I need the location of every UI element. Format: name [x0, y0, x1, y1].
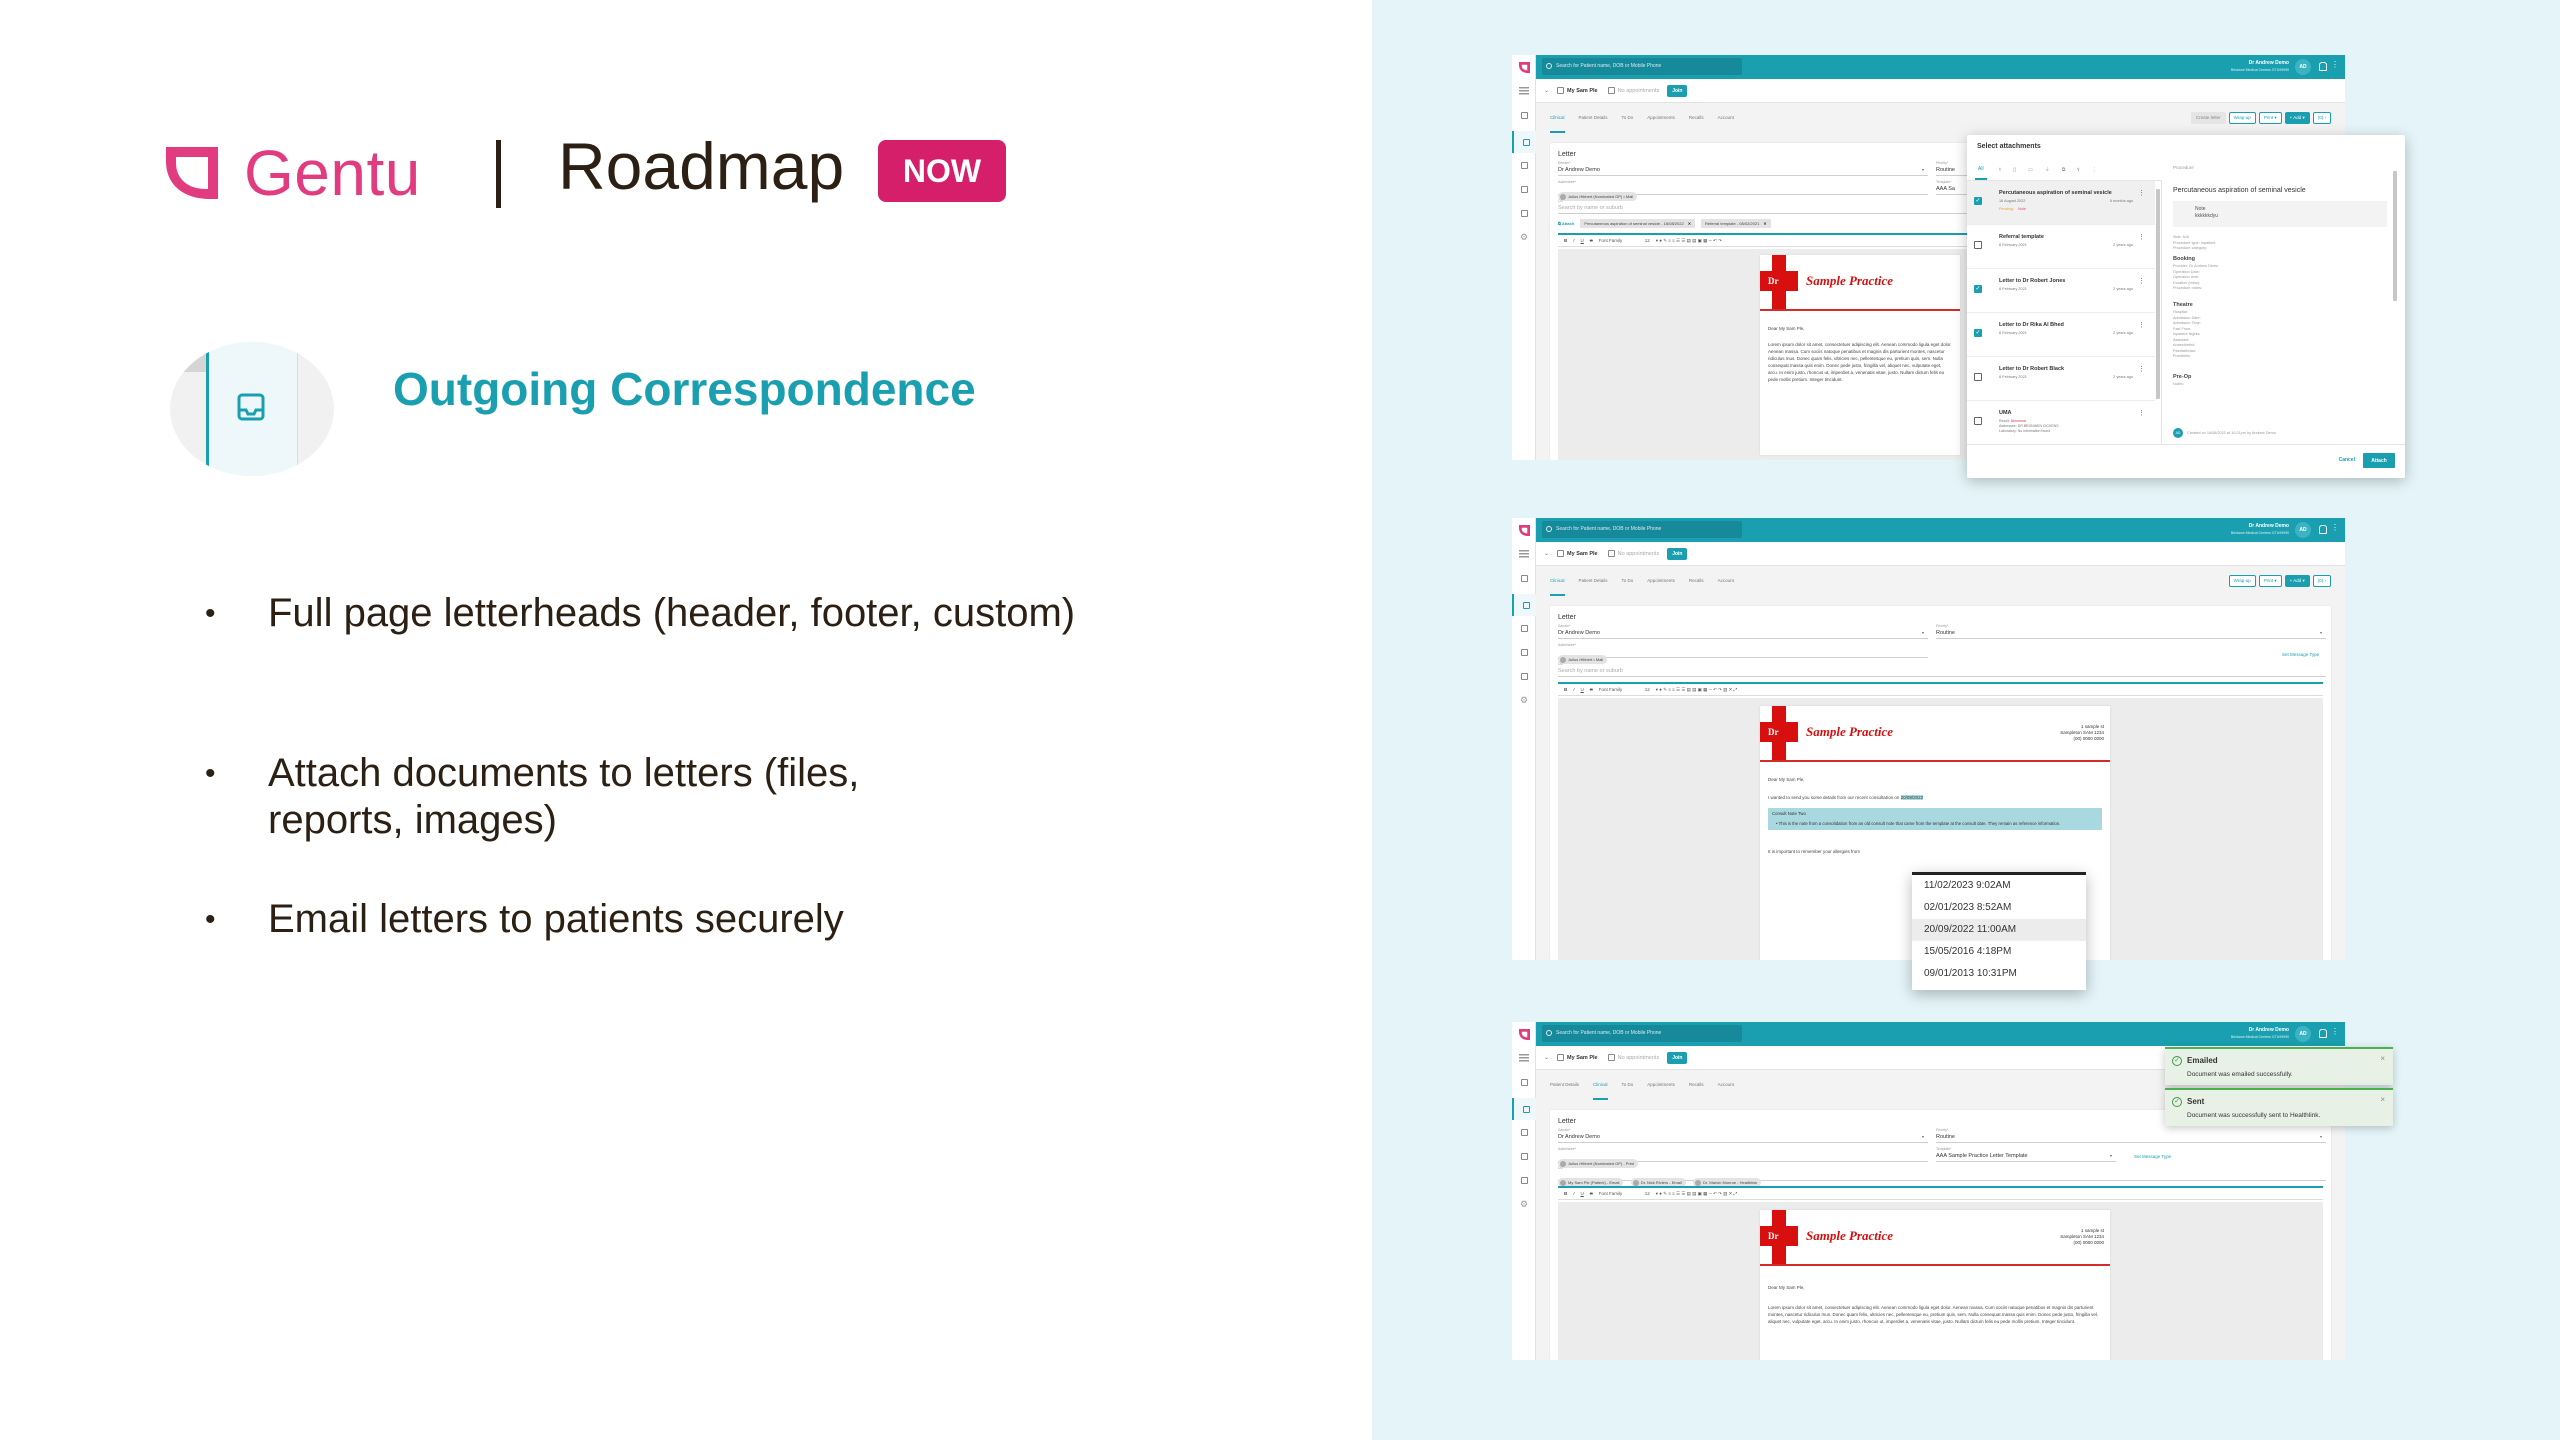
- font-family-select[interactable]: Font Family: [1598, 238, 1623, 243]
- list-item[interactable]: Letter to Dr Robert Black 8 February 2021 2 years ago ⋮: [1967, 357, 2155, 401]
- addressee-field[interactable]: Addressee* Julius Hibbert • Mail: [1558, 643, 1928, 658]
- stethoscope-icon[interactable]: ⚕: [1998, 166, 2002, 173]
- patient-bar: ⌄ My Sam Ple No appointments Join: [1536, 542, 2345, 566]
- flask-icon[interactable]: ⏚: [2044, 167, 2050, 173]
- list-icon[interactable]: [1517, 1051, 1531, 1065]
- patient-card-icon[interactable]: [1512, 594, 1536, 616]
- document-icon[interactable]: ▯: [2013, 166, 2017, 173]
- patient-card-icon[interactable]: [1512, 131, 1536, 153]
- addressee-chip[interactable]: Julius Hibbert (Nominated GP) - Print: [1558, 1159, 1638, 1168]
- cc-field[interactable]: CC My Sam Ple (Patient) - Email Dr. Nick Riviers - Email Dr. Marvin Monroe - Healthlink: [1558, 1166, 2326, 1181]
- calendar-icon[interactable]: [1517, 108, 1531, 122]
- attachments-row: [1558, 219, 1771, 228]
- patient-search-input[interactable]: Search for Patient name, DOB or Mobile Phone: [1542, 521, 1742, 538]
- filter-all-tab[interactable]: All: [1975, 160, 1987, 180]
- dialog-footer: [1967, 444, 2405, 478]
- list-scrollbar[interactable]: [2156, 189, 2160, 399]
- top-bar: [1536, 518, 2345, 542]
- chevron-down-icon[interactable]: ⌄: [1544, 551, 1550, 557]
- inbox-tray-icon: [236, 392, 266, 422]
- syringe-icon[interactable]: ⫯: [2077, 166, 2080, 173]
- detail-scrollbar[interactable]: [2393, 171, 2397, 301]
- patient-bar: ⌄ My Sam Ple No appointments Join: [1536, 79, 2345, 103]
- search-icon: [1546, 526, 1552, 532]
- search-icon: [1546, 63, 1552, 69]
- font-family-select[interactable]: Font Family: [1598, 1191, 1623, 1196]
- clipboard-icon[interactable]: ▭: [2028, 166, 2033, 173]
- merge-field-date[interactable]: 20/09/2022: [1900, 795, 1924, 800]
- strike-button[interactable]: S: [1589, 1191, 1593, 1196]
- print-button[interactable]: Print ▾: [2259, 112, 2282, 124]
- letter-body: Lorem ipsum dolor sit amet, consectetuer adipiscing elit. Aenean commodo ligula eget dolor. Aenean massa. Cum sociis natoque penatibus et magnis dis parturient montes, nascetur ridiculus mus. Donec quam felis, ultricies nec, pellentesque eu, pretium quis, sem. Nulla consequat massa quis enim. Donec pede justo, fringilla vel, aliquet nec, vulputate eget, arcu. In enim justo, rhoncus ut, imperdiet a, venenatis vitae, justo. Nullam dictum felis eu pede mollis pretium. Integer tincidunt.: [1768, 342, 1952, 382]
- bell-icon[interactable]: [2319, 1029, 2327, 1038]
- date-option-selected[interactable]: 20/09/2022 11:00AM: [1912, 919, 2086, 941]
- close-icon[interactable]: ✕: [1763, 221, 1767, 226]
- letter-editor[interactable]: [1558, 1202, 2323, 1360]
- contacts-icon[interactable]: [1517, 645, 1531, 659]
- dropdown-caret-icon: ▾: [2109, 1153, 2112, 1158]
- strike-button[interactable]: S: [1589, 238, 1593, 243]
- patient-card-icon: [1557, 87, 1564, 94]
- more-vert-icon[interactable]: ⋮: [2138, 190, 2145, 197]
- created-info: AD Created on 16/08/2022 at 10:21pm by Andrew Demo: [2173, 428, 2276, 438]
- dropdown-caret-icon: ▾: [1921, 167, 1924, 172]
- patient-name[interactable]: My Sam Ple: [1567, 1054, 1598, 1061]
- cc-chip[interactable]: My Sam Ple (Patient) - Email: [1558, 1178, 1623, 1187]
- attach-button[interactable]: Attach: [2363, 453, 2395, 468]
- letterhead: [1760, 706, 2110, 762]
- list-item[interactable]: ✓ Letter to Dr Robert Jones 8 February 2021 2 years ago ⋮: [1967, 269, 2155, 313]
- sender-field[interactable]: Sender* Dr Andrew Demo ▾: [1558, 624, 1928, 639]
- tab-clinical[interactable]: Clinical: [1550, 103, 1565, 133]
- patient-bar: ⌄ My Sam Ple No appointments Join: [1536, 1046, 2345, 1070]
- practice-name: Sample Practice: [1806, 273, 1894, 288]
- attachment-detail-pane: Procedure Percutaneous aspiration of seminal vesicle Note kkkkkkdyu Side: N/A Procedure type: Inpatient Procedure category: Booking Provider: Dr Andrew Demo Operation Date: Operation time: Duration (mins): Procedure notes: Theatre Hospital: Admission Date: Admission Time: Fast From: Inpatient Nights: Assistant: Anaesthetist: Paediatrician: Prosthetic: Pre-Op Notes: AD Created on 16/08/2022 at 10:21pm by Andrew Demo: [2163, 159, 2397, 444]
- set-message-type-link[interactable]: Set Message Type: [2134, 1154, 2172, 1159]
- date-option[interactable]: 11/02/2023 9:02AM: [1924, 880, 2011, 891]
- tasks-button[interactable]: (0) ›: [2313, 112, 2331, 124]
- attachment-chip[interactable]: Percutaneous aspiration of seminal vesicle - 16/08/2022 ✕: [1580, 219, 1695, 228]
- tab-recalls[interactable]: Recalls: [1688, 115, 1704, 120]
- bold-button[interactable]: B: [1564, 238, 1568, 243]
- more-vert-icon[interactable]: ⋮: [2138, 278, 2145, 285]
- list-item[interactable]: ✓ Letter to Dr Rika Al Bhed 8 February 2021 2 years ago ⋮: [1967, 313, 2155, 357]
- date-option[interactable]: 15/05/2016 4:18PM: [1924, 946, 2012, 957]
- underline-button[interactable]: U: [1580, 687, 1584, 692]
- tab-patient-details[interactable]: Patient Details: [1578, 115, 1608, 120]
- sender-field[interactable]: Sender* Dr Andrew Demo ▾: [1558, 161, 1928, 176]
- chevron-down-icon[interactable]: ⌄: [1544, 1055, 1550, 1061]
- bullet-item: • Email letters to patients securely: [205, 897, 844, 941]
- reports-icon[interactable]: [1517, 1173, 1531, 1187]
- date-option[interactable]: 09/01/2013 10:31PM: [1924, 968, 2017, 979]
- inbox-icon[interactable]: [1517, 1125, 1531, 1139]
- user-info: Dr Andrew Demo Brisbane Medical Centres GTU99999: [2230, 60, 2289, 72]
- tab-account[interactable]: Account: [1717, 115, 1734, 120]
- tab-recalls[interactable]: Recalls: [1688, 578, 1704, 583]
- checkbox[interactable]: [1974, 417, 1982, 425]
- editor-toolbar: [1558, 682, 2323, 696]
- status-badge: NOW: [878, 140, 1006, 202]
- close-icon[interactable]: ✕: [1687, 221, 1692, 226]
- join-button[interactable]: Join: [1667, 1052, 1687, 1064]
- toolbar-icons[interactable]: ▾ ● ✎ ≡ ≡ ☰ ☰ ▤ ▤ ▣ ▦ ─ ↶ ↷ ▥ ✕ ⤢: [1655, 686, 1738, 692]
- template-field[interactable]: Template* AAA Sa: [1936, 180, 1996, 195]
- priority-field[interactable]: Priority* Routine ▾: [1936, 1128, 2326, 1143]
- letter-page: Dr Sample Practice 1 sample st Sampleton SAM 1234 (00) 0000 0000 Dear My Sam Ple, I wanted to send you some details from our recent consultation on 20/09/2022 Consult Note Two • This is the note from a consolidation from an old consult note that came from the template at the consult date. They remain as reference information. It is important to remember your allergies from: [1760, 706, 2110, 960]
- letter-title: Letter: [1558, 1118, 1576, 1125]
- attachment-filter-tabs: [1967, 159, 2162, 181]
- print-button[interactable]: Print ▾: [2259, 575, 2282, 587]
- list-icon[interactable]: [1517, 547, 1531, 561]
- letter-card: [1550, 1110, 2331, 1360]
- list-item[interactable]: Referral template 8 February 2021 2 years ago ⋮: [1967, 225, 2155, 269]
- patient-card-icon[interactable]: [1512, 1098, 1536, 1120]
- addressee-chip[interactable]: Julius Hibbert (Nominated GP) • Mail: [1558, 192, 1637, 201]
- list-icon[interactable]: [1517, 84, 1531, 98]
- font-size-select[interactable]: 12: [1644, 1191, 1650, 1196]
- letter-title: Letter: [1558, 614, 1576, 621]
- set-message-type-link[interactable]: Set Message Type: [2282, 652, 2320, 657]
- practice-name: Sample Practice: [1806, 724, 1894, 739]
- avatar: AD: [2173, 428, 2183, 438]
- note-badge: Note: [2017, 207, 2026, 211]
- salutation: Dear My Sam Ple,: [1768, 326, 1805, 331]
- salutation: Dear My Sam Ple,: [1768, 777, 1805, 782]
- dropdown-caret-icon: ▾: [1921, 1134, 1924, 1139]
- bell-icon[interactable]: [2319, 62, 2327, 71]
- feature-title: Outgoing Correspondence: [393, 363, 976, 415]
- avatar[interactable]: AD: [2295, 522, 2311, 538]
- list-item[interactable]: ✓ Percutaneous aspiration of seminal vesicle 16 August 2022 6 months ago Pending Note ⋮: [1967, 181, 2155, 225]
- bold-button[interactable]: B: [1564, 1191, 1568, 1196]
- addressee-field[interactable]: Addressee* Julius Hibbert (Nominated GP) - Print: [1558, 1147, 1928, 1162]
- tab-to-do[interactable]: To Do: [1621, 1082, 1634, 1087]
- italic-button[interactable]: I: [1573, 238, 1575, 243]
- letterhead: [1760, 1210, 2110, 1266]
- gentu-logo-icon[interactable]: [1517, 523, 1531, 537]
- add-button[interactable]: + Add ▾: [2285, 112, 2310, 124]
- tasks-button[interactable]: (0) ›: [2313, 575, 2331, 587]
- font-size-select[interactable]: 12: [1644, 687, 1650, 692]
- abnormal-flag: Abnormal: [2010, 419, 2026, 423]
- checkbox[interactable]: ✓: [1975, 330, 1981, 336]
- tab-clinical[interactable]: Clinical: [1550, 566, 1565, 596]
- booking-section: Booking Provider: Dr Andrew Demo Operation Date: Operation time: Duration (mins): Procedure notes:: [2173, 256, 2219, 290]
- more-vert-icon[interactable]: ⋮: [2138, 410, 2145, 417]
- list-item[interactable]: UMA Result: Abnormal Addressee: DR BRONWEN DICKENS Laboratory: No information found ⋮: [1967, 401, 2155, 444]
- italic-button[interactable]: I: [1573, 1191, 1575, 1196]
- gentu-logo-icon[interactable]: [1517, 60, 1531, 74]
- detail-category: Procedure: [2173, 165, 2194, 170]
- tab-recalls[interactable]: Recalls: [1688, 1082, 1704, 1087]
- check-circle-icon: ✓: [2172, 1097, 2182, 1107]
- letter-body: Lorem ipsum dolor sit amet, consectetuer adipiscing elit. Aenean commodo ligula eget dolor. Aenean massa. Cum sociis natoque penatibus et magnis dis parturient montes, nascetur ridiculus mus. Donec quam felis, ultricies nec, pellentesque eu, pretium quis, sem. Nulla consequat massa quis enim. Donec pede justo, fringilla vel, aliquet nec, vulputate eget, arcu. In enim justo, rhoncus ut, imperdiet a, venenatis vitae, justo. Nullam dictum felis eu pede mollis pretium. Integer tincidunt.: [1768, 1305, 2099, 1324]
- dialog-title: Select attachments: [1977, 143, 2041, 150]
- editor-toolbar: [1558, 1186, 2323, 1200]
- patient-tabs-row: [1536, 103, 2345, 133]
- bell-icon[interactable]: [2319, 525, 2327, 534]
- avatar[interactable]: AD: [2295, 59, 2311, 75]
- top-bar: [1536, 1022, 2345, 1046]
- tab-appointments[interactable]: Appointments: [1647, 1082, 1675, 1087]
- more-vert-icon[interactable]: ⋮: [2331, 523, 2339, 532]
- more-vert-icon[interactable]: ⋮: [2138, 234, 2145, 241]
- add-button[interactable]: + Add ▾: [2285, 575, 2310, 587]
- dropdown-caret-icon: ▾: [1921, 630, 1924, 635]
- gentu-logo-icon: [166, 147, 218, 199]
- gentu-logo-icon[interactable]: [1517, 1027, 1531, 1041]
- preop-section: Pre-Op Notes:: [2173, 374, 2192, 386]
- cc-chip[interactable]: Dr. Marvin Monroe - Healthlink: [1693, 1178, 1761, 1187]
- patient-name[interactable]: My Sam Ple: [1567, 550, 1598, 557]
- letter-body: I wanted to send you some details from our recent consultation on 20/09/2022: [1768, 795, 1924, 800]
- dropdown-caret-icon: ▾: [2319, 1134, 2322, 1139]
- title-divider: [496, 140, 501, 208]
- theatre-section: Theatre Hospital: Admission Date: Admission Time: Fast From: Inpatient Nights: Assistant: Anaesthetist: Paediatrician: Prosthetic:: [2173, 302, 2201, 358]
- join-button[interactable]: Join: [1667, 548, 1687, 560]
- contacts-icon[interactable]: [1517, 182, 1531, 196]
- search-icon: [1546, 1030, 1552, 1036]
- practice-address: 1 sample st Sampleton SAM 1234 (00) 0000 0000: [2060, 724, 2104, 741]
- priority-field[interactable]: Priority* Routine ▾: [1936, 624, 2326, 639]
- patient-search-input[interactable]: Search for Patient name, DOB or Mobile Phone: [1542, 1025, 1742, 1042]
- template-field[interactable]: Template* AAA Sample Practice Letter Template ▾: [1936, 1147, 2116, 1162]
- font-size-select[interactable]: 12: [1644, 238, 1650, 243]
- tab-account[interactable]: Account: [1717, 1082, 1734, 1087]
- bullet-icon: •: [205, 597, 216, 630]
- slide-title: Roadmap: [558, 129, 845, 203]
- patient-search-input[interactable]: Search for Patient name, DOB or Mobile Phone: [1542, 58, 1742, 75]
- underline-button[interactable]: U: [1580, 1191, 1584, 1196]
- checkbox[interactable]: ✓: [1975, 198, 1981, 204]
- tab-clinical[interactable]: Clinical: [1593, 1070, 1608, 1100]
- inbox-icon[interactable]: [1517, 621, 1531, 635]
- attach-button[interactable]: ⧉ Attach: [1558, 221, 1575, 226]
- close-icon[interactable]: ×: [2380, 1054, 2385, 1063]
- consult-date-dropdown: [1912, 872, 2086, 990]
- salutation: Dear My Sam Ple,: [1768, 1285, 1805, 1290]
- letter-page: [1760, 255, 1960, 455]
- feature-icon-badge: [170, 342, 334, 476]
- letter-title: Letter: [1558, 151, 1576, 158]
- gear-icon[interactable]: ⚙: [1519, 1198, 1529, 1209]
- gear-icon[interactable]: ⚙: [1519, 694, 1529, 705]
- nav-rail: [1512, 55, 1536, 460]
- pending-badge: Pending: [1999, 207, 2013, 211]
- nav-rail: [1512, 1022, 1536, 1360]
- practice-name: Sample Practice: [1806, 1228, 1894, 1243]
- brand-name: Gentu: [244, 137, 421, 209]
- avatar[interactable]: AD: [2295, 1026, 2311, 1042]
- bullet-item: • Attach documents to letters (files, reports, images): [205, 751, 860, 842]
- checkbox[interactable]: [1974, 373, 1982, 381]
- wrap-up-button[interactable]: Wrap-up: [2229, 112, 2256, 124]
- tab-patient-details[interactable]: Patient Details: [1550, 1082, 1580, 1087]
- patient-name[interactable]: My Sam Ple: [1567, 87, 1598, 94]
- tab-appointments[interactable]: Appointments: [1647, 115, 1675, 120]
- create-letter-button[interactable]: Create letter: [2191, 112, 2226, 124]
- sender-field[interactable]: Sender* Dr Andrew Demo ▾: [1558, 1128, 1928, 1143]
- patient-tabs-row: [1536, 566, 2345, 596]
- practice-logo: Dr: [1760, 271, 1798, 291]
- checkbox[interactable]: ✓: [1975, 286, 1981, 292]
- paperclip-icon[interactable]: ⧉: [2061, 166, 2066, 173]
- bold-button[interactable]: B: [1564, 687, 1568, 692]
- wrap-up-button[interactable]: Wrap-up: [2229, 575, 2256, 587]
- calendar-icon: [1608, 87, 1615, 94]
- addressee-field[interactable]: Addressee* Julius Hibbert (Nominated GP) • Mail: [1558, 180, 1928, 195]
- top-bar: [1536, 55, 2345, 79]
- brand: [166, 138, 421, 208]
- detail-title: Percutaneous aspiration of seminal vesicle: [2173, 187, 2306, 194]
- cancel-button[interactable]: Cancel: [2338, 457, 2355, 463]
- more-vert-icon[interactable]: ⋮: [2331, 1027, 2339, 1036]
- select-attachments-dialog: [1967, 135, 2405, 478]
- reports-icon[interactable]: [1517, 669, 1531, 683]
- attachment-chip[interactable]: Referral template - 08/02/2021 ✕: [1701, 219, 1771, 228]
- tab-to-do[interactable]: To Do: [1621, 115, 1634, 120]
- nav-rail: [1512, 518, 1536, 960]
- practice-logo: Dr: [1760, 722, 1798, 742]
- date-option[interactable]: 02/01/2023 8:52AM: [1924, 902, 2012, 913]
- check-circle-icon: ✓: [2172, 1056, 2182, 1066]
- dropdown-caret-icon: ▾: [2319, 630, 2322, 635]
- checkbox[interactable]: [1974, 241, 1982, 249]
- attachment-list: [1967, 181, 2162, 444]
- cc-field[interactable]: CC Search by name or suburb: [1558, 199, 1998, 214]
- join-button[interactable]: Join: [1667, 85, 1687, 97]
- practice-logo: Dr: [1760, 1226, 1798, 1246]
- calendar-icon[interactable]: [1517, 571, 1531, 585]
- tab-appointments[interactable]: Appointments: [1647, 578, 1675, 583]
- addressee-chip[interactable]: Julius Hibbert • Mail: [1558, 655, 1607, 664]
- bullet-icon: •: [205, 903, 216, 936]
- tab-account[interactable]: Account: [1717, 578, 1734, 583]
- toast-emailed: ✓ Emailed Document was emailed successfully. ×: [2165, 1047, 2393, 1085]
- more-vert-icon[interactable]: ⋮: [2138, 322, 2145, 329]
- practice-address: 1 sample st Sampleton SAM 1234 (00) 0000 0000: [2060, 1228, 2104, 1245]
- bullet-item: • Full page letterheads (header, footer, custom): [205, 591, 1076, 635]
- toolbar-icons[interactable]: ▾ ● ✎ ≡ ≡ ☰ ☰ ▤ ▤ ▣ ▦ ─ ↶ ↷ ▥ ✕ ⤢: [1655, 1190, 1738, 1196]
- italic-button[interactable]: I: [1573, 687, 1575, 692]
- more-vert-icon[interactable]: ⋮: [2138, 366, 2145, 373]
- priority-field[interactable]: Priority* Routine: [1936, 161, 1996, 176]
- strike-button[interactable]: S: [1589, 687, 1593, 692]
- toast-sent: ✓ Sent Document was successfully sent to Healthlink. ×: [2165, 1088, 2393, 1126]
- note-box: Note kkkkkkdyu: [2173, 201, 2387, 227]
- user-info: Dr Andrew Demo Brisbane Medical Centres GTU99999: [2230, 1027, 2289, 1039]
- calendar-icon: [1608, 1054, 1615, 1061]
- calendar-icon: [1608, 550, 1615, 557]
- user-info: Dr Andrew Demo Brisbane Medical Centres GTU99999: [2230, 523, 2289, 535]
- cc-field[interactable]: CC Search by name or suburb: [1558, 662, 2326, 677]
- letterhead: [1760, 255, 1960, 311]
- calendar-icon[interactable]: [1517, 1075, 1531, 1089]
- more-vert-icon[interactable]: ⋮: [2331, 60, 2339, 69]
- font-family-select[interactable]: Font Family: [1598, 687, 1623, 692]
- inbox-icon[interactable]: [1517, 158, 1531, 172]
- toolbar-icons[interactable]: ▾ ● ✎ ≡ ≡ ☰ ☰ ▤ ▤ ▣ ▦ ─ ↶ ↷: [1655, 237, 1722, 243]
- tab-to-do[interactable]: To Do: [1621, 578, 1634, 583]
- patient-card-icon: [1557, 550, 1564, 557]
- close-icon[interactable]: ×: [2380, 1095, 2385, 1104]
- patient-card-icon: [1557, 1054, 1564, 1061]
- reports-icon[interactable]: [1517, 206, 1531, 220]
- underline-button[interactable]: U: [1580, 238, 1584, 243]
- consult-note-block: Consult Note Two • This is the note from a consolidation from an old consult note that came from the template at the consult date. They remain as reference information.: [1768, 808, 2102, 830]
- chevron-down-icon[interactable]: ⌄: [1544, 88, 1550, 94]
- bullet-icon: •: [205, 757, 216, 790]
- more-vert-icon[interactable]: ⋮: [2091, 166, 2097, 173]
- tab-patient-details[interactable]: Patient Details: [1578, 578, 1608, 583]
- letter-page: [1760, 1210, 2110, 1360]
- contacts-icon[interactable]: [1517, 1149, 1531, 1163]
- gear-icon[interactable]: ⚙: [1519, 231, 1529, 242]
- cc-chip[interactable]: Dr. Nick Riviers - Email: [1631, 1178, 1686, 1187]
